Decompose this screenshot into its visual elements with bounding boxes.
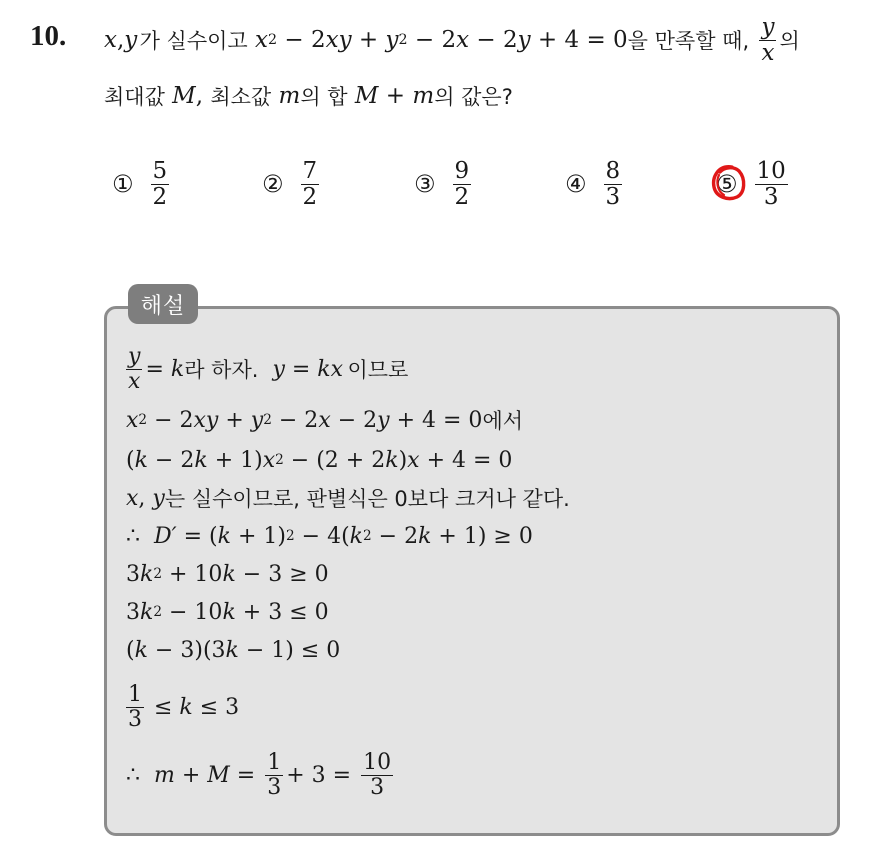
question-line-1: x , y 가 실수이고 x 2 − 2 xy + y 2 − 2 x − 2 y + 4 = 0 을 만족할 때, $\frac{y}{x}$ 의 [104, 14, 800, 66]
question-line-2: 최대값 M , 최소값 m 의 합 M + m 의 값은? [104, 83, 513, 109]
question-number: 10. [30, 20, 67, 52]
choice-1[interactable] [112, 152, 172, 216]
choice-number: ① [112, 170, 134, 198]
question-text: 의 값은? [434, 85, 513, 109]
question-text: 최소값 [210, 85, 272, 109]
answer-circle-mark [710, 163, 748, 203]
choice-number: ⑤ [716, 170, 738, 198]
solution-line-4: x , y 는 실수이므로, 판별식은 0보다 크거나 같다. [126, 485, 570, 511]
solution-line-1: $\frac{y}{x}$ = k 라 하자. y = kx 이므로 [128, 344, 409, 394]
solution-line-6: 3 k 2 + 10 k − 3 ≥ 0 [126, 561, 329, 587]
question-text: 의 [779, 29, 800, 53]
choice-number: ② [262, 170, 284, 198]
choice-fraction: $\frac{8}{3}$ [605, 158, 621, 210]
choice-fraction: $\frac{7}{2}$ [302, 158, 318, 210]
question-text: 가 실수이고 [139, 29, 248, 53]
fraction-y-over-x: $\frac{y}{x}$ [761, 14, 775, 66]
choice-fraction: $\frac{10}{3}$ [756, 158, 786, 210]
solution-line-3: ( k − 2 k + 1) x 2 − (2 + 2 k ) x + 4 = 0 [126, 447, 513, 473]
solution-line-8: ( k − 3)(3 k − 1) ≤ 0 [126, 637, 341, 663]
choice-fraction: $\frac{9}{2}$ [454, 158, 470, 210]
choice-number: ③ [414, 170, 436, 198]
solution-tag: 해설 [128, 284, 198, 324]
question-text: 을 만족할 때, [627, 29, 750, 53]
choice-5[interactable] [716, 152, 791, 216]
choice-2[interactable] [262, 152, 322, 216]
solution-line-9: $\frac{1}{3}$ ≤ k ≤ 3 [128, 682, 240, 732]
question-text: 최대값 [104, 85, 165, 109]
solution-line-5: ∴ D′ = ( k + 1) 2 − 4( k 2 − 2 k + 1) ≥ 0 [126, 523, 533, 549]
solution-line-2: x 2 − 2 xy + y 2 − 2 x − 2 y + 4 = 0 에서 [126, 407, 524, 433]
choice-3[interactable] [414, 152, 474, 216]
solution-line-7: 3 k 2 − 10 k + 3 ≤ 0 [126, 599, 329, 625]
question-text: 의 합 [300, 85, 348, 109]
choice-4[interactable] [565, 152, 625, 216]
choice-number: ④ [565, 170, 587, 198]
solution-line-10: ∴ m + M = $\frac{1}{3}$ + 3 = $\frac{10}{3}$ [126, 750, 392, 800]
choice-fraction: $\frac{5}{2}$ [152, 158, 168, 210]
